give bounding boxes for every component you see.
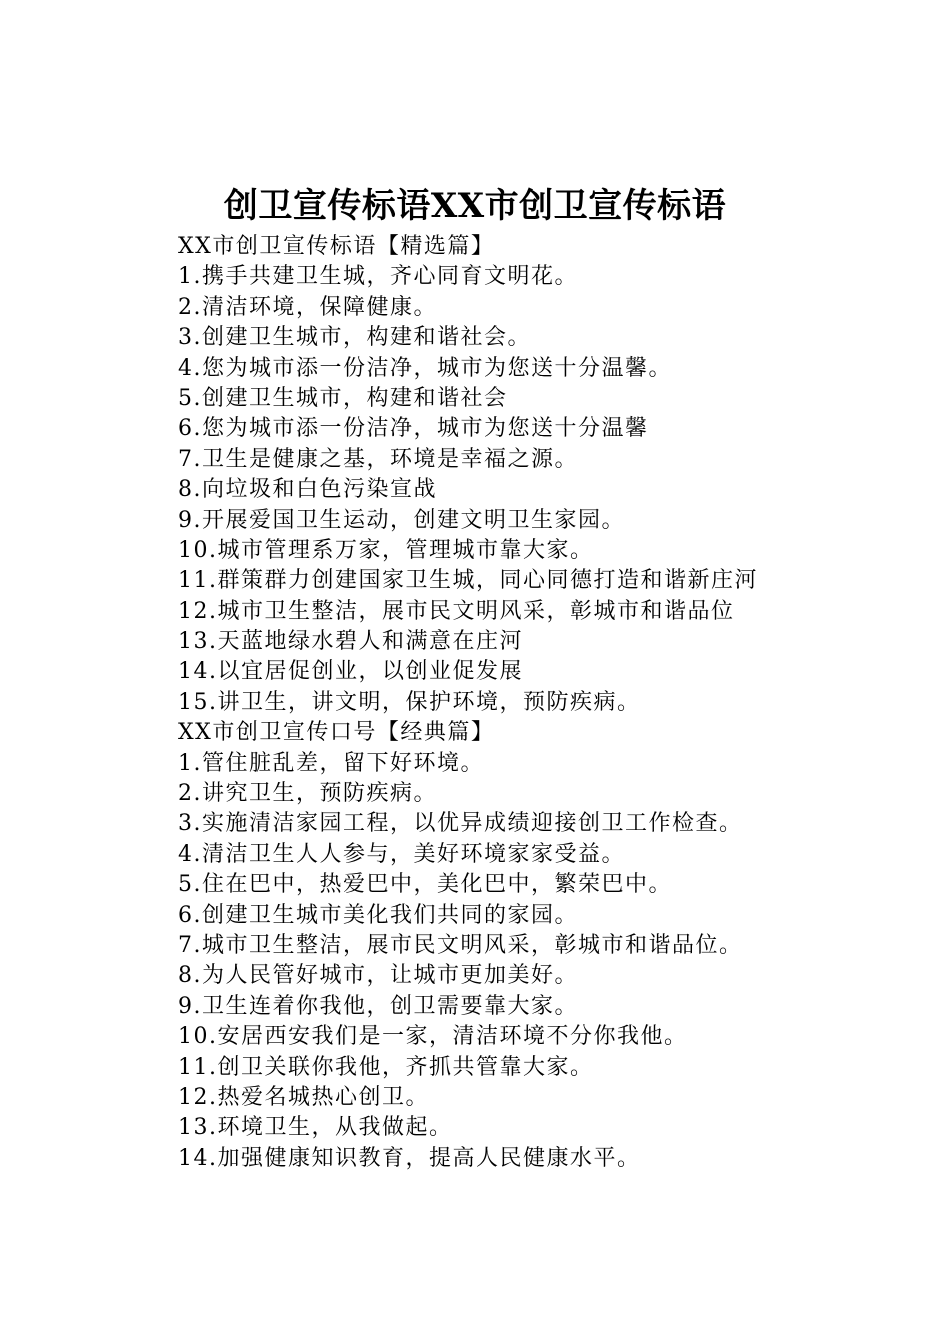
list-item: 15.讲卫生，讲文明，保护环境，预防疾病。 [178, 689, 641, 715]
list-item: 13.天蓝地绿水碧人和满意在庄河 [178, 629, 523, 655]
list-item: 6.创建卫生城市美化我们共同的家园。 [178, 902, 578, 928]
list-item: 9.卫生连着你我他，创卫需要靠大家。 [178, 993, 578, 1019]
document-title: 创卫宣传标语XX市创卫宣传标语 [223, 186, 727, 226]
list-item: 9.开展爱国卫生运动，创建文明卫生家园。 [178, 507, 625, 533]
list-item: 5.住在巴中，热爱巴中，美化巴中，繁荣巴中。 [178, 872, 672, 898]
list-item: 14.加强健康知识教育，提高人民健康水平。 [178, 1145, 641, 1171]
section-heading: XX市创卫宣传口号【经典篇】 [178, 720, 495, 746]
list-item: 7.卫生是健康之基，环境是幸福之源。 [178, 446, 578, 472]
document-body [178, 232, 878, 1174]
list-item: 5.创建卫生城市，构建和谐社会 [178, 385, 508, 411]
section-heading: XX市创卫宣传标语【精选篇】 [178, 234, 495, 259]
list-item: 12.热爱名城热心创卫。 [178, 1084, 429, 1110]
list-item: 13.环境卫生，从我做起。 [178, 1115, 453, 1141]
list-item: 4.清洁卫生人人参与，美好环境家家受益。 [178, 841, 625, 867]
list-item: 12.城市卫生整洁，展市民文明风采，彰城市和谐品位 [178, 598, 735, 624]
list-item: 1.管住脏乱差，留下好环境。 [178, 750, 484, 776]
list-item: 8.为人民管好城市，让城市更加美好。 [178, 963, 578, 989]
list-item: 10.安居西安我们是一家，清洁环境不分你我他。 [178, 1024, 688, 1050]
list-item: 2.清洁环境，保障健康。 [178, 294, 437, 320]
list-item: 10.城市管理系万家，管理城市靠大家。 [178, 537, 594, 563]
list-item: 2.讲究卫生，预防疾病。 [178, 781, 437, 807]
list-item: 11.创卫关联你我他，齐抓共管靠大家。 [178, 1054, 594, 1080]
list-item: 6.您为城市添一份洁净，城市为您送十分温馨 [178, 416, 649, 442]
list-item: 7.城市卫生整洁，展市民文明风采，彰城市和谐品位。 [178, 932, 743, 958]
list-item: 11.群策群力创建国家卫生城，同心同德打造和谐新庄河 [178, 568, 758, 594]
list-item: 4.您为城市添一份洁净，城市为您送十分温馨。 [178, 355, 672, 381]
list-item: 3.创建卫生城市，构建和谐社会。 [178, 325, 531, 351]
list-item: 14.以宜居促创业，以创业促发展 [178, 659, 523, 685]
list-item: 1.携手共建卫生城，齐心同育文明花。 [178, 264, 578, 290]
list-item: 8.向垃圾和白色污染宣战 [178, 477, 437, 503]
list-item: 3.实施清洁家园工程，以优异成绩迎接创卫工作检查。 [178, 811, 743, 837]
